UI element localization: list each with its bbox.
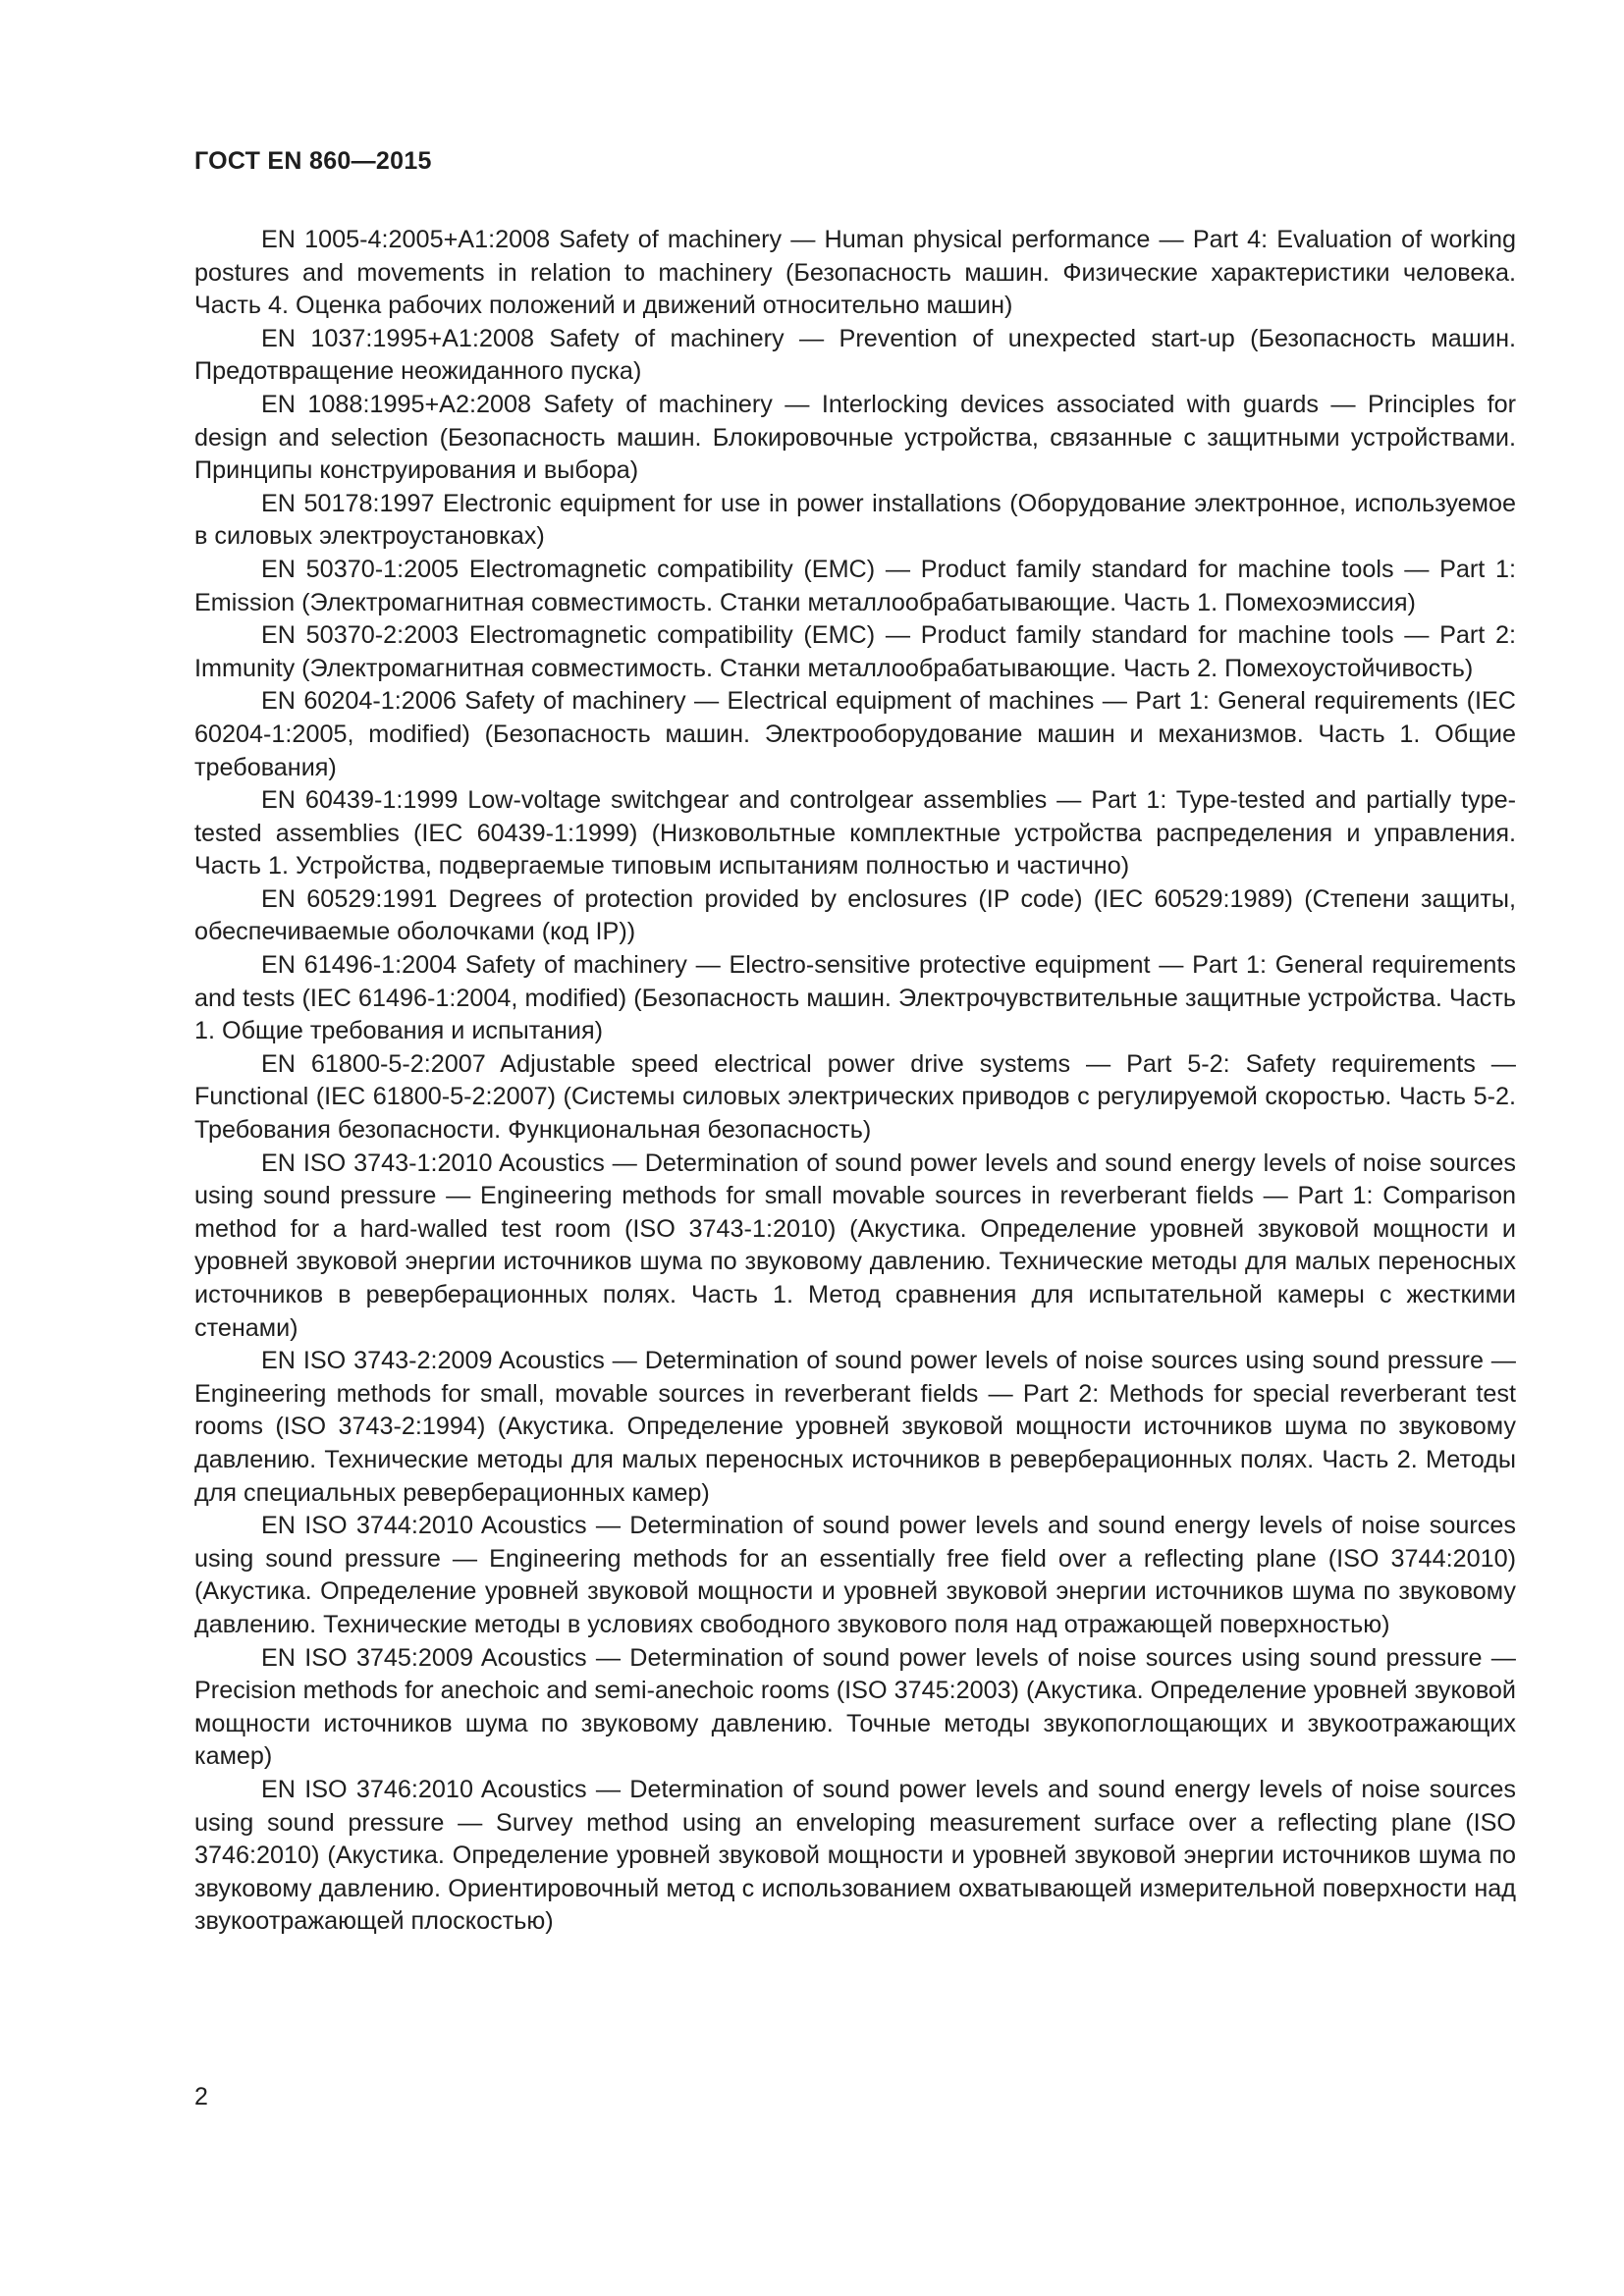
reference-paragraph: EN ISO 3745:2009 Acoustics — Determination of sound power levels of noise sources using sound pressure — Precision methods for anechoic and semi-anechoic rooms (ISO 3745:2003) (Акустика. Определение уровней звуковой мощности источников шума по звуковому давлению. Точные методы звукопоглощающих и звукоотражающих камер) xyxy=(194,1643,1516,1771)
reference-paragraph: EN 50370-1:2005 Electromagnetic compatibility (EMC) — Product family standard for machine tools — Part 1: Emission (Электромагнитная совместимость. Станки металлообрабатывающие. Часть 1. Помехоэмиссия) xyxy=(194,555,1516,616)
page-number: 2 xyxy=(194,2083,208,2110)
reference-paragraph: EN 1037:1995+A1:2008 Safety of machinery — Prevention of unexpected start-up (Безопасность машин. Предотвращение неожиданного пуска) xyxy=(194,324,1516,386)
reference-paragraph: EN 61800-5-2:2007 Adjustable speed electrical power drive systems — Part 5-2: Safety requirements — Functional (IEC 61800-5-2:2007) (Системы силовых электрических приводов с регулируемой скоростью. Часть 5-2. Требования безопасности. Функциональная безопасность) xyxy=(194,1049,1516,1145)
reference-paragraph: EN 60529:1991 Degrees of protection provided by enclosures (IP code) (IEC 60529:1989) (Степени защиты, обеспечиваемые оболочками (код IP)) xyxy=(194,884,1516,946)
reference-paragraph: EN 60204-1:2006 Safety of machinery — Electrical equipment of machines — Part 1: General requirements (IEC 60204-1:2005, modified) (Безопасность машин. Электрооборудование машин и механизмов. Часть 1. Общие требования) xyxy=(194,687,1516,781)
reference-paragraph: EN 60439-1:1999 Low-voltage switchgear and controlgear assemblies — Part 1: Type-tested and partially type-tested assemblies (IEC 60439-1:1999) (Низковольтные комплектные устройства распределения и управления. Часть 1. Устройства, подвергаемые типовым испытаниям полностью и частично) xyxy=(194,786,1516,881)
reference-paragraph: EN 1005-4:2005+A1:2008 Safety of machinery — Human physical performance — Part 4: Evaluation of working postures and movements in relation to machinery (Безопасность машин. Физические характеристики человека. Часть 4. Оценка рабочих положений и движений относительно машин) xyxy=(194,226,1516,320)
normative-references xyxy=(194,224,1516,1939)
reference-paragraph: EN ISO 3743-2:2009 Acoustics — Determination of sound power levels of noise sources using sound pressure — Engineering methods for small, movable sources in reverberant fields — Part 2: Methods for special reverberant test rooms (ISO 3743-2:1994) (Акустика. Определение уровней звуковой мощности источников шума по звуковому давлению. Технические методы для малых переносных источников в реверберационных полях. Часть 2. Методы для специальных реверберационных камер) xyxy=(194,1347,1516,1507)
reference-paragraph: EN ISO 3744:2010 Acoustics — Determination of sound power levels and sound energy levels of noise sources using sound pressure — Engineering methods for an essentially free field over a reflecting plane (ISO 3744:2010) (Акустика. Определение уровней звуковой мощности и уровней звуковой энергии источников шума по звуковому давлению. Технические методы в условиях свободного звукового поля над отражающей поверхностью) xyxy=(194,1512,1516,1638)
reference-paragraph: EN 50370-2:2003 Electromagnetic compatibility (EMC) — Product family standard for machine tools — Part 2: Immunity (Электромагнитная совместимость. Станки металлообрабатывающие. Часть 2. Помехоустойчивость) xyxy=(194,621,1516,682)
reference-paragraph: EN ISO 3746:2010 Acoustics — Determination of sound power levels and sound energy levels of noise sources using sound pressure — Survey method using an enveloping measurement surface over a reflecting plane (ISO 3746:2010) (Акустика. Определение уровней звуковой мощности и уровней звуковой энергии источников шума по звуковому давлению. Ориентировочный метод с использованием охватывающей измерительной поверхности над звукоотражающей плоскостью) xyxy=(194,1775,1516,1936)
document-header: ГОСТ EN 860—2015 xyxy=(194,147,432,175)
reference-paragraph: EN 50178:1997 Electronic equipment for use in power installations (Оборудование электронное, используемое в силовых электроустановках) xyxy=(194,489,1516,551)
reference-paragraph: EN 1088:1995+A2:2008 Safety of machinery — Interlocking devices associated with guards — Principles for design and selection (Безопасность машин. Блокировочные устройства, связанные с защитными устройствами. Принципы конструирования и выбора) xyxy=(194,390,1516,485)
reference-paragraph: EN ISO 3743-1:2010 Acoustics — Determination of sound power levels and sound energy levels of noise sources using sound pressure — Engineering methods for small movable sources in reverberant fields — Part 1: Comparison method for a hard-walled test room (ISO 3743-1:2010) (Акустика. Определение уровней звуковой мощности и уровней звуковой энергии источников шума по звуковому давлению. Технические методы для малых переносных источников в реверберационных полях. Часть 1. Метод сравнения для испытательной камеры с жесткими стенами) xyxy=(194,1148,1516,1342)
reference-paragraph: EN 61496-1:2004 Safety of machinery — Electro-sensitive protective equipment — Part 1: General requirements and tests (IEC 61496-1:2004, modified) (Безопасность машин. Электрочувствительные защитные устройства. Часть 1. Общие требования и испытания) xyxy=(194,951,1516,1045)
